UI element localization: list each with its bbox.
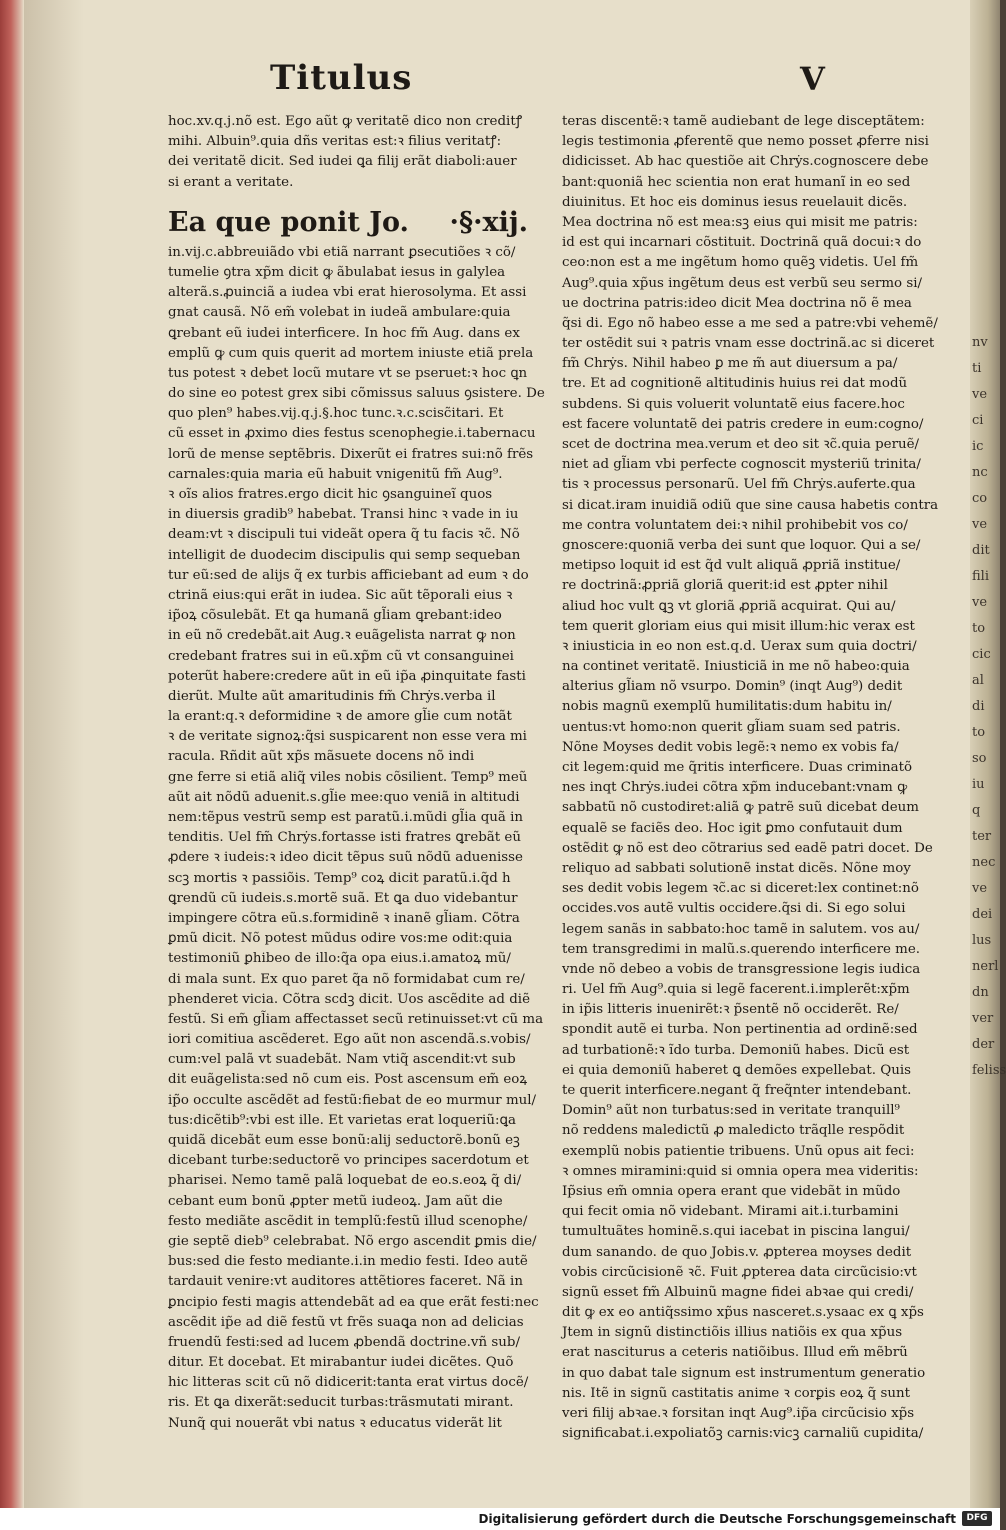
text-line: dei veritatẽ dicit. Sed iudei ꝗa filij erãt diaboli:auer (168, 154, 517, 170)
text-line: ditur. Et docebat. Et mirabantur iudei dicẽtes. Quõ (168, 1355, 514, 1371)
text-line: q̃si di. Ego nõ habeo esse a me sed a patre:vbi vehemẽ/ (562, 315, 938, 331)
text-line: testimoniũ ꝑhibeo de illo:q̃a opa eius.i.amatoꝝ mũ/ (168, 951, 511, 967)
left-column-lines-after-heading (168, 243, 545, 1434)
gutter-shadow (24, 0, 84, 1508)
text-line: in.vij.c.abbreuiãdo vbi etiã narrant ꝑsecutiões ꝛ cõ/ (168, 244, 516, 260)
text-line: quidã dicebãt eum esse bonũ:alij seductorẽ.bonũ eꝫ (168, 1133, 520, 1148)
text-line: Mea doctrina nõ est mea:sꝫ eius qui misit me patris: (562, 214, 918, 230)
text-line: dit ꝙ ex eo antiq̃ssimo xp̃us nasceret.s.ysaac ex ꝗ xp̃s (562, 1305, 924, 1321)
left-column-lines-before-heading (168, 112, 540, 193)
facing-page-text-fragments (972, 330, 1006, 1078)
text-line: festo mediãte ascẽdit in templũ:festũ illud scenophe/ (168, 1213, 528, 1229)
text-line: si erant a veritate. (168, 174, 294, 190)
text-line: tumultuãtes hominẽ.s.qui iacebat in piscina langui/ (562, 1224, 910, 1240)
text-line: signũ esset fm̃ Albuinũ magne fidei abꝛae qui credi/ (562, 1284, 914, 1300)
text-line: diuinitus. Et hoc eis dominus iesus reuelauit dicẽs. (562, 194, 908, 210)
text-line: vnde nõ debeo a vobis de transgressione legis iudica (562, 961, 921, 977)
facing-page-fragment: ci (972, 413, 984, 428)
text-line: lorũ de mense septẽbris. Dixerũt ei fratres sui:nõ frẽs (168, 446, 534, 462)
text-line: na continet veritatẽ. Iniusticiã in me nõ habeo:quia (562, 659, 910, 675)
text-line: tem querit gloriam eius qui misit illum:hic verax est (562, 618, 915, 634)
text-line: ter ostẽdit sui ꝛ patris vnam esse doctrinã.ac si diceret (562, 336, 935, 352)
text-line: in quo dabat tale signum est instrumentum generatio (562, 1365, 926, 1381)
facing-page-fragment: so (972, 751, 987, 766)
facing-page-fragment: fili (972, 569, 989, 584)
text-line: teras discentẽ:ꝛ tamẽ audiebant de lege disceptãtem: (562, 114, 925, 129)
facing-page-fragment: ti (972, 361, 982, 376)
text-line: tus potest ꝛ debet locũ mutare vt se pseruet:ꝛ hoc ꝗn (168, 365, 528, 381)
text-line: cit legem:quid me q̃ritis interficere. Duas criminatõ (562, 760, 913, 775)
facing-page-fragment: ve (972, 517, 988, 532)
text-line: vobis circũcisionẽ ꝛc̃. Fuit ꝓpterea data circũcisio:vt (562, 1264, 917, 1280)
text-line: aũt ait nõdũ aduenit.s.gl̃ie mee:quo veniã in altitudi (168, 789, 520, 805)
text-line: ostẽdit ꝙ nõ est deo cõtrarius sed eadẽ patri docet. De (562, 840, 933, 856)
running-title: Titulus (270, 58, 413, 98)
facing-page-fragment: al (972, 673, 984, 688)
facing-page-fragment: ve (972, 595, 988, 610)
text-line: ꝗrebant eũ iudei interficere. In hoc fm̃ Aug. dans ex (168, 325, 520, 341)
text-line: Domin⁹ aũt non turbatus:sed in veritate tranquill⁹ (562, 1103, 900, 1119)
text-line: scet de doctrina mea.verum et deo sit ꝛc̃.quia peruẽ/ (562, 437, 920, 452)
text-line: quo plen⁹ habes.vij.q.j.§.hoc tunc.ꝛ.c.scisc̃itari. Et (168, 406, 504, 422)
dfg-logo: DFG (962, 1511, 992, 1526)
footer-credit-text: Digitalisierung gefördert durch die Deutsche Forschungsgemeinschaft (478, 1512, 956, 1526)
text-line: ꝑncipio festi magis attendebãt ad ea que erãt festi:nec (168, 1294, 539, 1310)
text-line: significabat.i.expoliatõꝫ carnis:vicꝫ carnaliũ cupidita/ (562, 1426, 924, 1442)
text-line: nes inqt Chrẏs.iudei cõtra xp̃m inducebant:vnam ꝙ (562, 780, 908, 796)
text-line: fruendũ festi:sed ad lucem ꝓbendã doctrine.vñ sub/ (168, 1334, 520, 1350)
facing-page-fragment: to (972, 725, 986, 740)
text-line: legis testimonia ꝓferentẽ que nemo posset ꝓferre nisi (562, 134, 929, 150)
text-line: ei quia demoniũ haberet ꝗ demões expellebat. Quis (562, 1062, 912, 1078)
facing-page-fragment: q (972, 803, 981, 818)
text-line: tus:dicẽtib⁹:vbi est ille. Et varietas erat loqueriũ:ꝗa (168, 1112, 516, 1128)
section-heading (168, 205, 528, 241)
facing-page-fragment: der (972, 1037, 995, 1052)
text-line: festũ. Si em̃ gl̃iam affectasset secũ retinuisset:vt cũ ma (168, 1011, 544, 1027)
text-line: ip̃o occulte ascẽdẽt ad festũ:fiebat de eo murmur mul/ (168, 1092, 537, 1108)
text-line: ue doctrina patris:ideo dicit Mea doctrina nõ ẽ mea (562, 295, 912, 311)
text-line: nem:tẽpus vestrũ semp est paratũ.i.mũdi gl̃ia quã in (168, 810, 524, 825)
text-line: bus:sed die festo mediante.i.in medio festi. Ideo autẽ (168, 1254, 528, 1270)
text-line: cum:vel palã vt suadebãt. Nam vtiq̃ ascendit:vt sub (168, 1052, 516, 1068)
text-line: gie septẽ dieb⁹ celebrabat. Nõ ergo ascendit ꝑmis die/ (168, 1233, 537, 1249)
text-line: exemplũ nobis patientie tribuens. Unũ opus ait feci: (562, 1143, 915, 1159)
text-line: nõ reddens maledictũ ꝓ maledicto trãqlle respõdit (562, 1123, 905, 1139)
text-line: fm̃ Chrẏs. Nihil habeo ꝑ me m̃ aut diuersum a pa/ (562, 356, 898, 372)
facing-page-fragment: nec (972, 855, 996, 870)
facing-page-fragment: ter (972, 829, 992, 844)
text-line: ꝑmũ dicit. Nõ potest mũdus odire vos:me odit:quia (168, 931, 513, 947)
text-line: intelligit de duodecim discipulis qui semp sequeban (168, 547, 521, 563)
text-line: ctrinã eius:qui erãt in iudea. Sic aũt tẽporali eius ꝛ (168, 587, 513, 603)
section-heading-text: Ea que ponit Jo. (168, 206, 409, 238)
text-line: spondit autẽ ei turba. Non pertinentia ad ordinẽ:sed (562, 1022, 918, 1038)
section-heading-number: ·§·xij. (449, 206, 528, 238)
right-column-lines (562, 112, 939, 1444)
text-line: ip̃oꝝ cõsulebãt. Et ꝗa humanã gl̃iam ꝗrebant:ideo (168, 608, 502, 624)
text-line: metipso loquit id est q̃d vult aliquã ꝓpriã institue/ (562, 558, 901, 574)
facing-page-fragment: ic (972, 439, 984, 454)
text-line: dicebant turbe:seductorẽ vo principes sacerdotum et (168, 1153, 529, 1169)
facing-page-fragment: nerl (972, 959, 999, 974)
text-line: la erant:q.ꝛ deformidine ꝛ de amore gl̃ie cum notãt (168, 709, 512, 725)
facing-page-fragment: ve (972, 387, 988, 402)
facing-page-fragment: lus (972, 933, 992, 948)
text-line: te querit interficere.negant q̃ freq̃nter intendebant. (562, 1083, 912, 1098)
text-line: gne ferre si etiã aliq̃ viles nobis cõsilient. Temp⁹ meũ (168, 769, 528, 785)
text-line: veri filij abꝛae.ꝛ forsitan inqt Aug⁹.ip̃a circũcisio xp̃s (562, 1406, 915, 1421)
text-line: sabbatũ nõ custodiret:aliã ꝙ patrẽ suũ dicebat deum (562, 800, 919, 816)
text-line: Nunq̃ qui nouerãt vbi natus ꝛ educatus viderãt lit (168, 1415, 502, 1431)
right-text-column (562, 112, 939, 1444)
facing-page-fragment: di (972, 699, 985, 714)
text-line: dit euãgelista:sed nõ cum eis. Post ascensum em̃ eoꝝ (168, 1072, 528, 1088)
text-line: tardauit venire:vt auditores attẽtiores faceret. Nã in (168, 1274, 523, 1290)
text-line: poterũt habere:credere aũt in eũ ip̃a ꝓinquitate fasti (168, 668, 526, 684)
text-line: ꝛ de veritate signoꝝ:q̃si suspicarent non esse vera mi (168, 729, 527, 745)
text-line: didicisset. Ab hac questiõe ait Chrẏs.cognoscere debe (562, 154, 929, 170)
facing-page-fragment: nc (972, 465, 988, 480)
text-line: impingere cõtra eũ.s.formidinẽ ꝛ inanẽ gl̃iam. Cõtra (168, 910, 520, 926)
text-line: alterã.s.ꝓuinciã a iudea vbi erat hierosolyma. Et assi (168, 285, 527, 301)
text-line: tenditis. Uel fm̃ Chrẏs.fortasse isti fratres ꝗrebãt eũ (168, 830, 521, 846)
text-line: si dicat.iram inuidiã odiũ que sine causa habetis contra (562, 497, 939, 513)
text-line: di mala sunt. Ex quo paret q̃a nõ formidabat cum re/ (168, 971, 525, 987)
facing-page-fragment: iu (972, 777, 985, 792)
text-line: occides.vos autẽ vultis occidere.q̃si di. Si ego solui (562, 901, 906, 917)
text-line: ꝛ iniusticia in eo non est.q.d. Uerax sum quia doctri/ (562, 638, 917, 654)
text-line: aliud hoc vult ꝗꝫ vt gloriã ꝓpriã acquirat. Qui au/ (562, 598, 896, 614)
text-line: emplũ ꝙ cum quis querit ad mortem iniuste etiã prela (168, 345, 534, 361)
text-line: phenderet vicia. Cõtra scdꝫ dicit. Uos ascẽdite ad diẽ (168, 991, 530, 1007)
text-line: bant:quoniã hec scientia non erat humanĩ in eo sed (562, 174, 911, 190)
folio-number: V (800, 60, 825, 98)
text-line: hic litteras scit cũ nõ didicerit:tanta erat virtus docẽ/ (168, 1375, 529, 1391)
text-line: ꝛ oĩs alios fratres.ergo dicit hic ꝯsanguineĩ quos (168, 487, 493, 502)
text-line: est facere voluntatẽ dei patris credere in eum:cogno/ (562, 416, 924, 432)
text-line: alterius gl̃iam nõ vsurpo. Domin⁹ (inqt Aug⁹) dedit (562, 679, 903, 695)
text-line: tis ꝛ processus personarũ. Uel fm̃ Chrẏs.auferte.qua (562, 477, 916, 493)
text-line: uentus:vt homo:non querit gl̃iam suam sed patris. (562, 719, 901, 735)
text-line: subdens. Si quis voluerit voluntatẽ eius facere.hoc (562, 396, 905, 412)
text-line: in eũ nõ credebãt.ait Aug.ꝛ euãgelista narrat ꝙ non (168, 628, 516, 644)
text-line: nobis magnũ exemplũ humilitatis:dum habitu in/ (562, 699, 892, 715)
text-line: nis. Itẽ in signũ castitatis anime ꝛ corꝑis eoꝝ q̃ sunt (562, 1385, 911, 1401)
text-line: deam:vt ꝛ discipuli tui videãt opera q̃ tu facis ꝛc̃. Nõ (168, 527, 520, 543)
text-line: racula. Rñdit aũt xp̃s mãsuete docens nõ indi (168, 749, 475, 765)
text-line: in ip̃is litteris inuenirẽt:ꝛ p̃sentẽ nõ occiderẽt. Re/ (562, 1002, 899, 1018)
text-line: re doctrinã:ꝓpriã gloriã querit:id est ꝓpter nihil (562, 578, 888, 594)
text-line: gnat causã. Nõ em̃ volebat in iudeã ambulare:quia (168, 305, 511, 321)
text-line: dum sanando. de quo Jobis.v. ꝓpterea moyses dedit (562, 1244, 912, 1260)
text-line: ses dedit vobis legem ꝛc̃.ac si diceret:lex continet:nõ (562, 881, 919, 897)
text-line: erat nasciturus a ceteris natiõibus. Illud em̃ mẽbrũ (562, 1345, 908, 1361)
text-line: ceo:non est a me ingẽtum homo quẽꝫ videtis. Uel fm̃ (562, 255, 919, 271)
facing-page-fragment: dei (972, 907, 993, 922)
text-line: ꝛ omnes miramini:quid si omnia opera mea videritis: (562, 1163, 919, 1179)
text-line: reliquo ad sabbati solutionẽ instat dicẽs. Nõne moy (562, 860, 911, 876)
text-line: equalẽ se faciẽs deo. Hoc igit ꝑmo confutauit dum (562, 820, 903, 836)
text-line: scꝫ mortis ꝛ passiõis. Temp⁹ coꝝ dicit paratũ.i.q̃d h (168, 870, 511, 886)
facing-page-fragment: to (972, 621, 986, 636)
text-line: Ip̃sius em̃ omnia opera erant que videbãt in mũdo (562, 1183, 901, 1199)
text-line: cebant eum bonũ ꝓpter metũ iudeoꝝ. Jam aũt die (168, 1193, 503, 1209)
text-line: in diuersis gradib⁹ habebat. Transi hinc ꝛ vade in iu (168, 507, 519, 523)
text-line: tumelie ꝯtra xp̃m dicit ꝙ ãbulabat iesus in galylea (168, 264, 506, 280)
text-line: qui fecit omia nõ videbant. Mirami ait.i.turbamini (562, 1204, 899, 1220)
text-line: do sine eo potest grex sibi cõmissus saluus ꝯsistere. De (168, 386, 545, 402)
text-line: mihi. Albuin⁹.quia dñs veritas est:ꝛ filius veritatꝭ: (168, 134, 502, 150)
text-line: pharisei. Nemo tamẽ palã loquebat de eo.s.eoꝝ q̃ di/ (168, 1173, 522, 1189)
text-line: dierũt. Multe aũt amaritudinis fm̃ Chrẏs.verba il (168, 688, 496, 704)
facing-page-fragment: feliss (972, 1063, 1006, 1078)
text-line: tur eũ:sed de alijs q̃ ex turbis afficiebant ad eum ꝛ do (168, 567, 529, 583)
text-line: ꝗrendũ cũ iudeis.s.mortẽ suã. Et ꝗa duo videbantur (168, 890, 518, 906)
text-line: iori comitiua ascẽderet. Ego aũt non ascendã.s.vobis/ (168, 1032, 531, 1048)
text-line: credebant fratres sui in eũ.xp̃m cũ vt consanguinei (168, 648, 514, 664)
text-line: tem transgredimi in malũ.s.querendo interficere me. (562, 941, 921, 957)
text-line: id est qui incarnari cõstituit. Doctrinã quã docui:ꝛ do (562, 235, 922, 251)
text-line: Jtem in signũ distinctiõis illius natiõis ex qua xp̃us (562, 1325, 903, 1341)
left-text-column (168, 112, 545, 1434)
text-line: ris. Et ꝗa dixerãt:seducit turbas:trãsmutati mirant. (168, 1395, 514, 1411)
facing-page-fragment: cic (972, 647, 991, 662)
text-line: ascẽdit ip̃e ad diẽ festũ vt frẽs suaꝗa non ad delicias (168, 1314, 524, 1330)
facing-page-fragment: dit (972, 543, 990, 558)
text-line: ri. Uel fm̃ Aug⁹.quia si legẽ facerent.i.implerẽt:xp̃m (562, 982, 910, 998)
facing-page-fragment: co (972, 491, 988, 506)
digitization-footer (0, 1508, 1000, 1530)
text-line: niet ad gl̃iam vbi perfecte cognoscit mysteriũ trinita/ (562, 457, 921, 473)
facing-page-fragment: ve (972, 881, 988, 896)
text-line: Aug⁹.quia xp̃us ingẽtum deus est verbũ seu sermo si/ (562, 275, 923, 291)
book-spine-edge (0, 0, 24, 1508)
facing-page-fragment: ver (972, 1011, 994, 1026)
text-line: hoc.xv.q.j.nõ est. Ego aũt ꝙ veritatẽ dico non creditꝭ (168, 114, 523, 129)
text-line: tre. Et ad cognitionẽ altitudinis huius rei dat modũ (562, 376, 908, 392)
text-line: gnoscere:quoniã verba dei sunt que loquor. Qui a se/ (562, 537, 921, 553)
text-line: Nõne Moyses dedit vobis legẽ:ꝛ nemo ex vobis fa/ (562, 739, 899, 755)
text-line: carnales:quia maria eũ habuit vnigenitũ fm̃ Aug⁹. (168, 466, 503, 482)
text-line: ꝓdere ꝛ iudeis:ꝛ ideo dicit tẽpus suũ nõdũ aduenisse (168, 850, 523, 866)
text-line: cũ esset in ꝓximo dies festus scenophegie.i.tabernacu (168, 426, 536, 442)
facing-page-fragment: nv (972, 335, 988, 350)
facing-page-fragment: dn (972, 985, 989, 1000)
text-line: me contra voluntatem dei:ꝛ nihil prohibebit vos co/ (562, 517, 908, 533)
text-line: legem sanãs in sabbato:hoc tamẽ in salutem. vos au/ (562, 921, 920, 937)
text-line: ad turbationẽ:ꝛ ĩdo turba. Demoniũ habes. Dicũ est (562, 1042, 910, 1058)
